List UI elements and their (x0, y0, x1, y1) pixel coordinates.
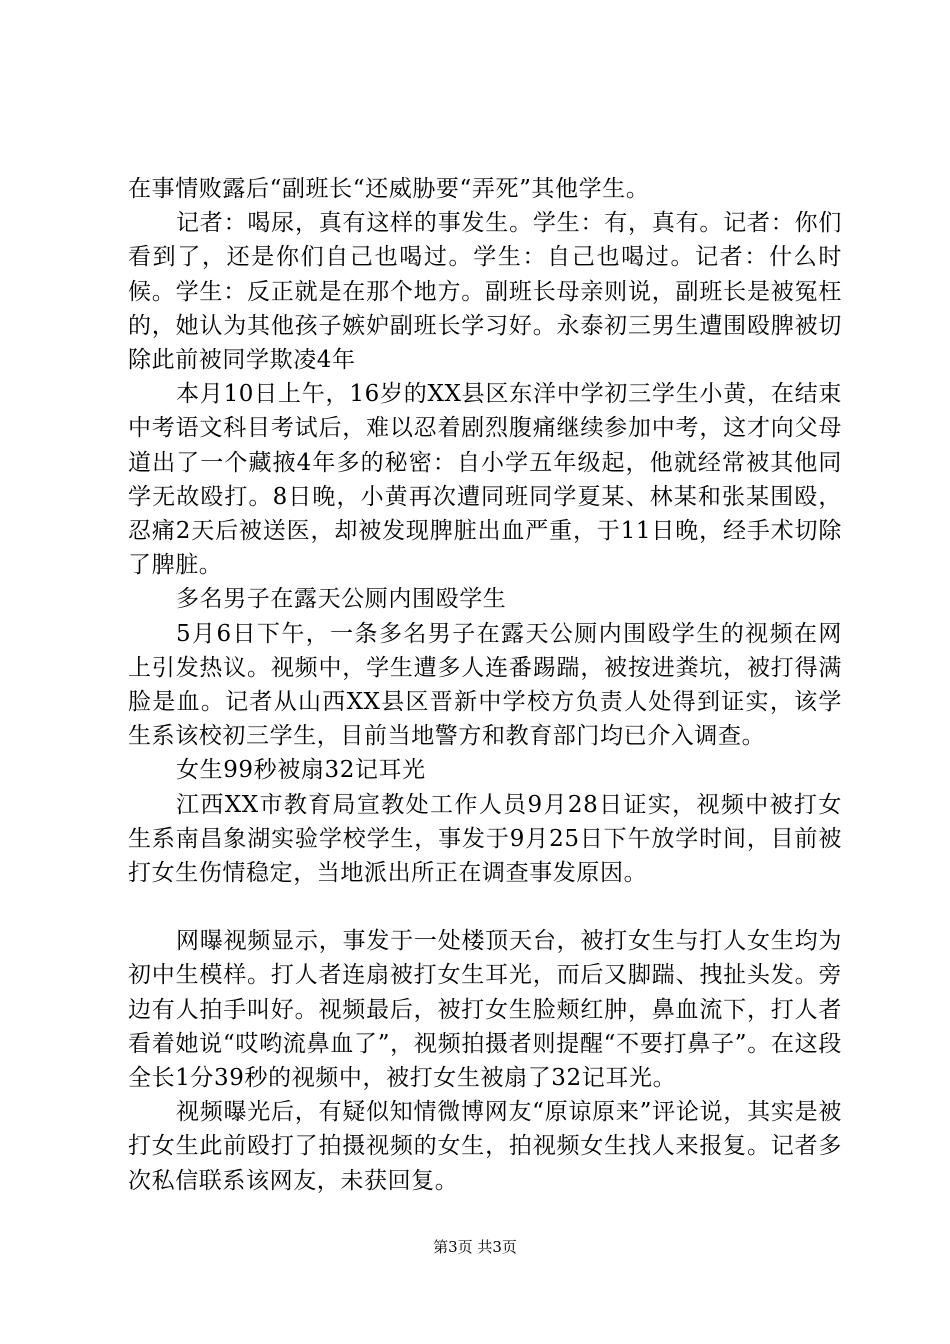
paragraph-5: 江西XX市教育局宣教处工作人员9月28日证实，视频中被打女生系南昌象湖实验学校学生，事发于9月25日下午放学时间，目前被打女生伤情稳定，当地派出所正在调查事发原因。 (128, 791, 842, 887)
paragraph-1: 在事情败露后“副班长“还威胁要“弄死”其他学生。 (128, 176, 650, 202)
paragraph-4: 5月6日下午，一条多名男子在露天公厕内围殴学生的视频在网上引发热议。视频中，学生遭多人连番踢踹，被按进粪坑，被打得满脸是血。记者从山西XX县区晋新中学校方负责人处得到证实，该学生系该校初三学生，目前当地警方和教育部门均已介入调查。 (128, 620, 842, 750)
section-heading-1: 多名男子在露天公厕内围殴学生 (176, 586, 507, 613)
paragraph-2: 记者：喝尿，真有这样的事发生。学生：有，真有。记者：你们看到了，还是你们自己也喝过。学生：自己也喝过。记者：什么时候。学生：反正就是在那个地方。副班长母亲则说，副班长是被冤枉的，她认为其他孩子嫉妒副班长学习好。永泰初三男生遭围殴脾被切除此前被同学欺凌4年 (128, 210, 842, 374)
section-heading-2: 女生99秒被扇32记耳光 (176, 757, 426, 784)
paragraph-gap (128, 890, 842, 924)
document-body (128, 172, 842, 1198)
paragraph-3: 本月10日上午，16岁的XX县区东洋中学初三学生小黄，在结束中考语文科目考试后，难以忍着剧烈腹痛继续参加中考，这才向父母道出了一个藏掖4年多的秘密：自小学五年级起，他就经常被其他同学无故殴打。8日晚，小黄再次遭同班同学夏某、林某和张某围殴，忍痛2天后被送医，却被发现脾脏出血严重，于11日晚，经手术切除了脾脏。 (128, 381, 842, 579)
page-footer: 第3页 共3页 (433, 1238, 517, 1256)
paragraph-6: 网曝视频显示，事发于一处楼顶天台，被打女生与打人女生均为初中生模样。打人者连扇被打女生耳光，而后又脚踹、拽扯头发。旁边有人拍手叫好。视频最后，被打女生脸颊红肿，鼻血流下，打人者看着她说“哎哟流鼻血了”，视频拍摄者则提醒“不要打鼻子”。在这段全长1分39秒的视频中，被打女生被扇了32记耳光。 (128, 928, 842, 1092)
paragraph-7: 视频曝光后，有疑似知情微博网友“原谅原来”评论说，其实是被打女生此前殴打了拍摄视频的女生，拍视频女生找人来报复。记者多次私信联系该网友，未获回复。 (128, 1099, 842, 1194)
